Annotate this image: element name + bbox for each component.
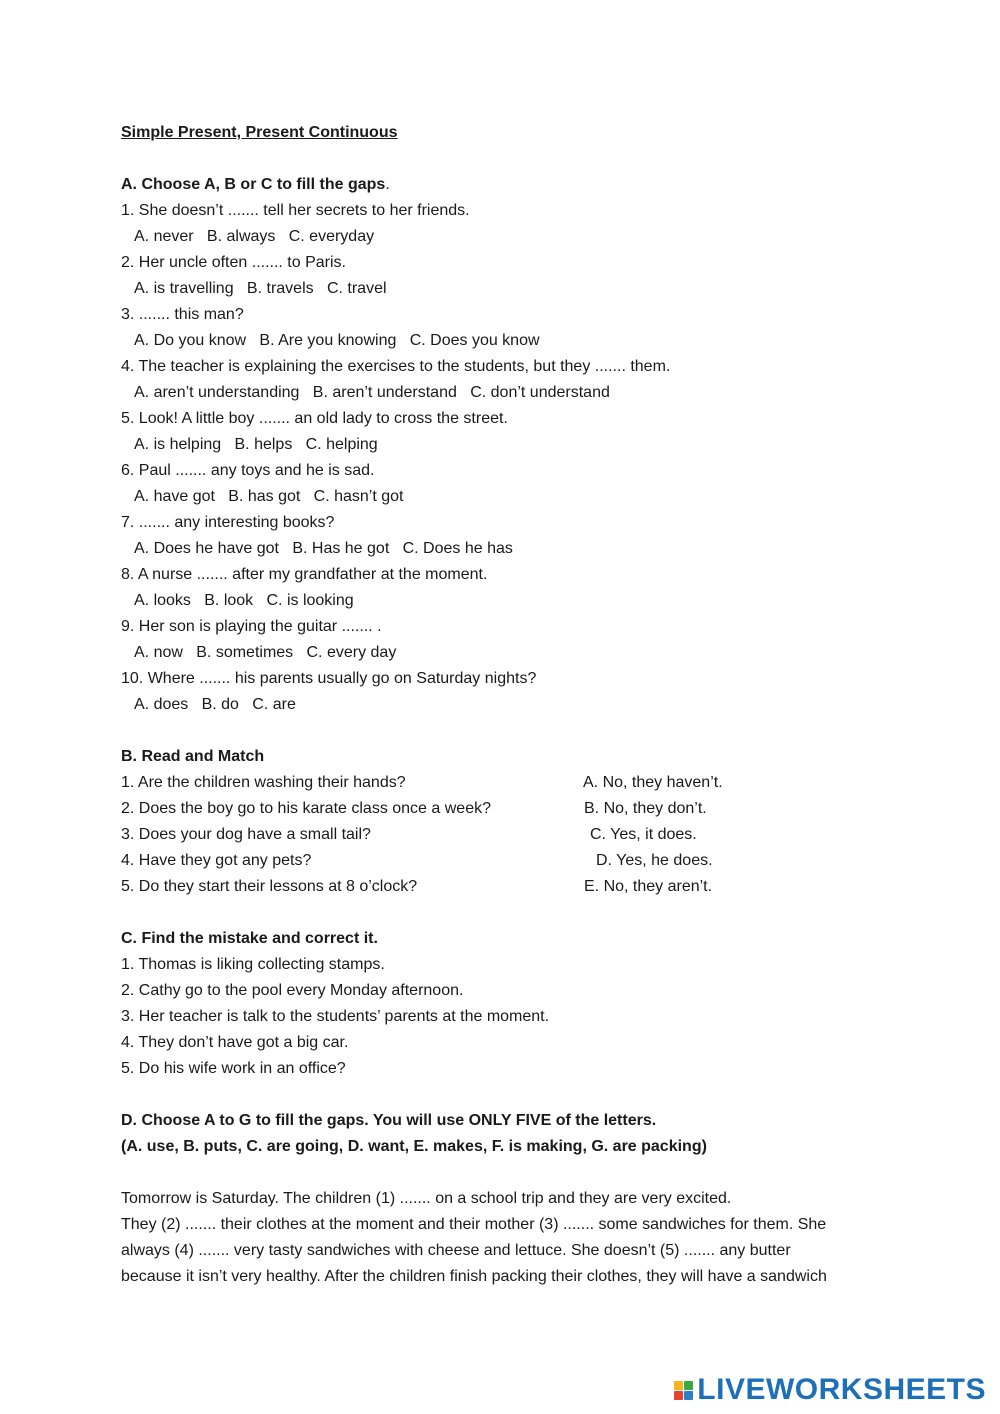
match-question: 5. Do they start their lessons at 8 o’clock? [121,878,418,895]
answer-options: A. now B. sometimes C. every day [134,644,397,661]
answer-options: A. does B. do C. are [134,696,296,713]
brand-name: LIVEWORKSHEETS [697,1373,986,1406]
mistake-sentence: 5. Do his wife work in an office? [121,1060,346,1077]
mistake-sentence: 4. They don’t have got a big car. [121,1034,349,1051]
match-row [121,796,891,822]
section-a-heading: A. Choose A, B or C to fill the gaps. [121,176,390,193]
match-row [121,874,891,900]
answer-options: A. never B. always C. everyday [134,228,375,245]
section-c-sentences [121,952,891,1082]
paragraph-line: because it isn’t very healthy. After the children finish packing their clothes, they will have a sandwich [121,1268,827,1285]
question-text: 5. Look! A little boy ....... an old lady to cross the street. [121,410,508,427]
question-text: 9. Her son is playing the guitar ....... . [121,618,382,635]
question-text: 1. She doesn’t ....... tell her secrets to her friends. [121,202,470,219]
match-row [121,822,891,848]
match-question: 4. Have they got any pets? [121,852,312,869]
answer-options: A. is helping B. helps C. helping [134,436,378,453]
mistake-sentence: 2. Cathy go to the pool every Monday afternoon. [121,982,464,999]
section-d-options: (A. use, B. puts, C. are going, D. want, E. makes, F. is making, G. are packing) [121,1138,707,1155]
logo-square [674,1381,683,1390]
match-row [121,848,891,874]
section-d-heading: D. Choose A to G to fill the gaps. You will use ONLY FIVE of the letters. [121,1112,657,1129]
section-b-match-list [121,770,891,900]
match-answer: B. No, they don’t. [584,800,707,817]
liveworksheets-logo-icon [674,1381,693,1400]
match-question: 3. Does your dog have a small tail? [121,826,371,843]
question-text: 3. ....... this man? [121,306,244,323]
question-text: 6. Paul ....... any toys and he is sad. [121,462,375,479]
paragraph-line: Tomorrow is Saturday. The children (1) ....... on a school trip and they are very excited. [121,1190,732,1207]
match-answer: A. No, they haven’t. [583,774,723,791]
answer-options: A. Do you know B. Are you knowing C. Does you know [134,332,540,349]
paragraph-line: always (4) ....... very tasty sandwiches with cheese and lettuce. She doesn’t (5) ....... any butter [121,1242,791,1259]
match-answer: C. Yes, it does. [590,826,697,843]
logo-square [684,1391,693,1400]
mistake-sentence: 3. Her teacher is talk to the students’ parents at the moment. [121,1008,550,1025]
answer-options: A. have got B. has got C. hasn’t got [134,488,404,505]
question-text: 7. ....... any interesting books? [121,514,335,531]
worksheet-page [121,120,891,1290]
mistake-sentence: 1. Thomas is liking collecting stamps. [121,956,385,973]
section-b-heading: B. Read and Match [121,748,265,765]
section-d-paragraph [121,1186,891,1290]
answer-options: A. looks B. look C. is looking [134,592,354,609]
match-row [121,770,891,796]
logo-square [684,1381,693,1390]
match-question: 1. Are the children washing their hands? [121,774,406,791]
answer-options: A. is travelling B. travels C. travel [134,280,387,297]
answer-options: A. aren’t understanding B. aren’t understand C. don’t understand [134,384,610,401]
question-text: 10. Where ....... his parents usually go on Saturday nights? [121,670,537,687]
liveworksheets-brand [674,1372,986,1408]
section-c-heading: C. Find the mistake and correct it. [121,930,378,947]
question-text: 2. Her uncle often ....... to Paris. [121,254,346,271]
match-answer: D. Yes, he does. [596,852,713,869]
page-title: Simple Present, Present Continuous [121,124,398,141]
logo-square [674,1391,683,1400]
paragraph-line: They (2) ....... their clothes at the moment and their mother (3) ....... some sandwiches for them. She [121,1216,827,1233]
match-question: 2. Does the boy go to his karate class once a week? [121,800,491,817]
question-text: 8. A nurse ....... after my grandfather at the moment. [121,566,488,583]
question-text: 4. The teacher is explaining the exercises to the students, but they ....... them. [121,358,671,375]
section-a-questions [121,198,891,718]
match-answer: E. No, they aren’t. [584,878,713,895]
answer-options: A. Does he have got B. Has he got C. Does he has [134,540,513,557]
